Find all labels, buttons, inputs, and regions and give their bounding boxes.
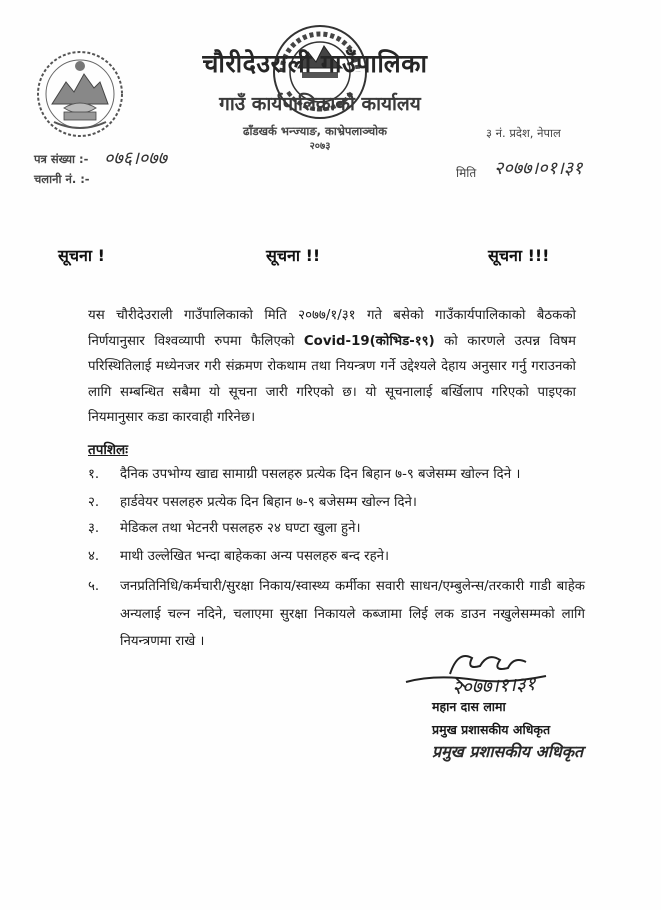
- date-value: २०७७।०१।३१: [494, 158, 583, 179]
- list-item-text: माथी उल्लेखित भन्दा बाहेकका अन्य पसलहरु बन्द रहने।: [120, 549, 390, 564]
- signature-date: २०७७।१।३१: [451, 672, 537, 700]
- list-item-text: मेडिकल तथा भेटनरी पसलहरु २४ घण्टा खुला हुने।: [120, 521, 361, 536]
- paragraph-intro: यस चौरीदेउराली गाउँपालिकाको मिति २०७७/१/३१ गते बसेको गाउँकार्यपालिकाको बैठकको निर्णयानुसार विश्वव्यापी रुपमा फैलिएको: [88, 308, 576, 349]
- list-item-number: १.: [88, 467, 100, 482]
- dispatch-number-label: चलानी नं. :-: [34, 172, 90, 186]
- list-item-number: २.: [88, 495, 100, 510]
- date-label: मिति: [456, 166, 477, 180]
- paragraph-rest: को कारणले उत्पन्न विषम परिस्थितिलाई मध्येनजर गरी संक्रमण रोकथाम तथा नियन्त्रण गर्ने उद्देश्यले देहाय अनुसार गर्नु गराउनको लागि सम्बन्धित सबैमा यो सूचना जारी गरिएको छ। यो सूचनालाई बर्खिलाप गरिएको पाइएका नियमानुसार कडा कारवाही गरिनेछ।: [88, 333, 576, 426]
- province-label: ३ नं. प्रदेश, नेपाल: [486, 126, 561, 140]
- signatory-title: प्रमुख प्रशासकीय अधिकृत: [432, 722, 551, 737]
- stamp-year: २०७३: [309, 141, 331, 152]
- office-address: ढाँडखर्क भन्ज्याङ, काभ्रेपलाञ्चोक: [243, 124, 387, 138]
- designation-stamp: प्रमुख प्रशासकीय अधिकृत: [432, 742, 584, 761]
- notice-heading-1: सूचना !: [58, 246, 105, 265]
- list-item-number: ४.: [88, 549, 100, 564]
- municipality-name: चौरीदेउराली गाउँपालिका: [202, 49, 428, 78]
- list-item-number: ३.: [88, 521, 100, 536]
- list-item-number: ५.: [88, 579, 100, 594]
- list-item-text: जनप्रतिनिधि/कर्मचारी/सुरक्षा निकाय/स्वास्थ्य कर्मीका सवारी साधन/एम्बुलेन्स/तरकारी गाडी बाहेक अन्यलाई चल्न नदिने, चलाएमा सुरक्षा निकायले कब्जामा लिई लक डाउन नखुलेसम्मको लागि नियन्त्रणमा राखे ।: [120, 579, 585, 649]
- reference-number-label: पत्र संख्या :-: [34, 152, 89, 166]
- signatory-name: महान दास लामा: [432, 699, 506, 714]
- list-item-text: हार्डवेयर पसलहरु प्रत्येक दिन बिहान ७-९ बजेसम्म खोल्न दिने।: [120, 495, 417, 510]
- reference-number-value: ०७६।०७७: [104, 148, 167, 169]
- list-item-text: दैनिक उपभोग्य खाद्य सामाग्री पसलहरु प्रत्येक दिन बिहान ७-९ बजेसम्म खोल्न दिने ।: [120, 467, 521, 482]
- notice-heading-2: सूचना !!: [266, 246, 321, 265]
- covid-term: Covid-19(कोभिड-१९): [303, 333, 435, 349]
- notice-heading-3: सूचना !!!: [488, 246, 550, 265]
- details-heading: तपशिलः: [88, 442, 128, 458]
- office-name: गाउँ कार्यपालिकाको कार्यालय: [219, 93, 421, 115]
- notice-paragraph: [88, 303, 576, 431]
- government-emblem-icon: [34, 48, 126, 140]
